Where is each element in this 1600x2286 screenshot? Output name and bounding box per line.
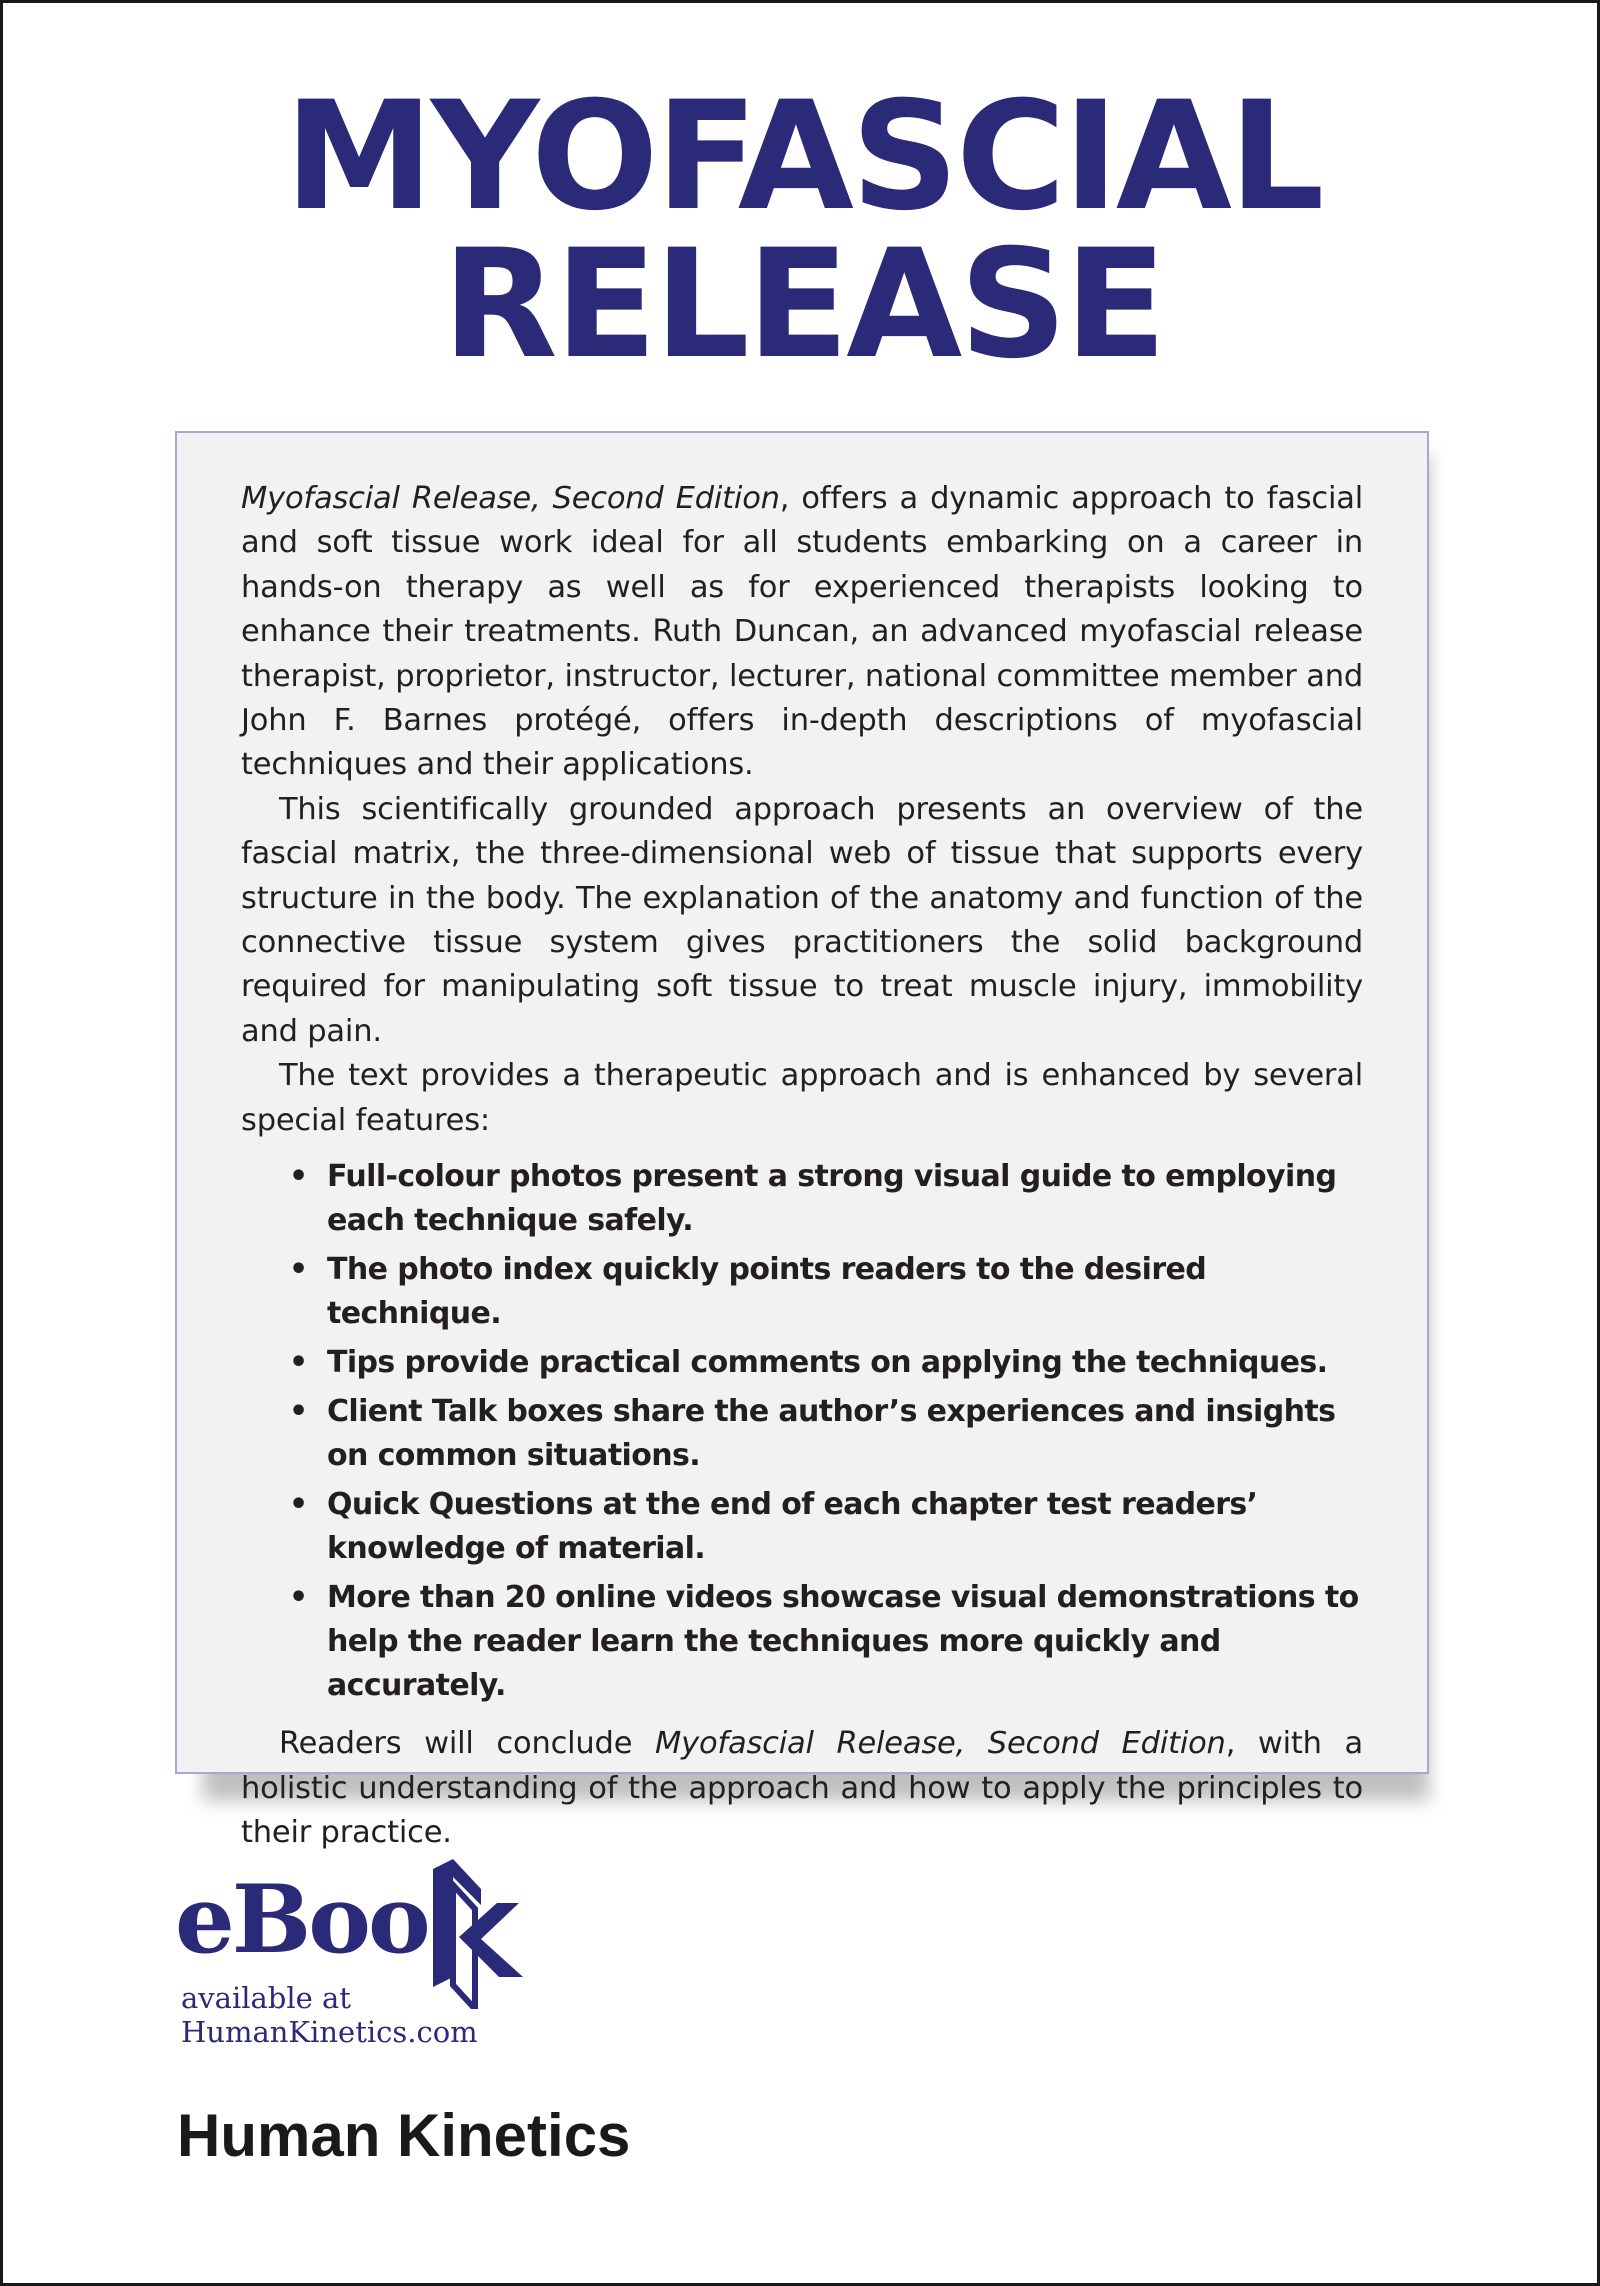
conclusion-paragraph — [241, 1722, 1363, 1855]
conclusion-text-before: Readers will conclude — [279, 1726, 655, 1762]
feature-text: Full-colour photos present a strong visual guide to employing each technique safely. — [327, 1159, 1337, 1239]
feature-item — [289, 1390, 1363, 1478]
book-title — [3, 70, 1600, 392]
feature-text: Client Talk boxes share the author’s experiences and insights on common situations. — [327, 1394, 1336, 1474]
feature-item — [289, 1248, 1363, 1336]
intro-text: , offers a dynamic approach to fascial and soft tissue work ideal for all students embarking on a career in hands-on therapy as well as for experienced therapists looking to enhance their treatments. Ruth Duncan, an advanced myofascial release therapist, proprietor, instructor, lecturer, national committee member and John F. Barnes protégé, offers in-depth descriptions of myofascial techniques and their applications. — [241, 481, 1363, 783]
bullet-icon: • — [289, 1580, 308, 1616]
book-title-italic: Myofascial Release, Second Edition — [655, 1726, 1226, 1762]
intro-paragraph — [241, 477, 1363, 788]
title-line-1: MYOFASCIAL — [284, 70, 1322, 244]
feature-item — [289, 1155, 1363, 1243]
features-intro-paragraph: The text provides a therapeutic approach and is enhanced by several special features: — [241, 1058, 1363, 1138]
bullet-icon: • — [289, 1487, 308, 1523]
bullet-icon: • — [289, 1394, 308, 1430]
feature-text: More than 20 online videos showcase visual demonstrations to help the reader learn the techniques more quickly and accurately. — [327, 1580, 1359, 1704]
ebook-wordmark: eBoo — [175, 1865, 428, 1975]
title-line-2: RELEASE — [442, 218, 1164, 392]
feature-item — [289, 1483, 1363, 1571]
bullet-icon: • — [289, 1345, 308, 1381]
ebook-available-label: available at — [181, 1981, 351, 2015]
features-list — [241, 1155, 1363, 1708]
ebook-site-link[interactable]: HumanKinetics.com — [181, 2015, 478, 2049]
publisher-name: Human Kinetics — [177, 2102, 631, 2169]
feature-text: Tips provide practical comments on applying the techniques. — [327, 1345, 1328, 1381]
ebook-logo — [175, 1865, 535, 2055]
feature-item — [289, 1341, 1363, 1385]
ebook-availability — [181, 1981, 478, 2049]
conclusion-text-after: , with a holistic understanding of the approach and how to apply the principles to their practice. — [241, 1726, 1364, 1850]
description-panel — [175, 431, 1429, 1850]
feature-item — [289, 1576, 1363, 1708]
bullet-icon: • — [289, 1252, 308, 1288]
bullet-icon: • — [289, 1159, 308, 1195]
overview-paragraph: This scientifically grounded approach presents an overview of the fascial matrix, the three-dimensional web of tissue that supports every structure in the body. The explanation of the anatomy and function of the connective tissue system gives practitioners the solid background required for manipulating soft tissue to treat muscle injury, immobility and pain. — [241, 791, 1363, 1049]
feature-text: The photo index quickly points readers to the desired technique. — [327, 1252, 1207, 1332]
feature-text: Quick Questions at the end of each chapter test readers’ knowledge of material. — [327, 1487, 1258, 1567]
book-title-italic: Myofascial Release, Second Edition — [241, 481, 780, 516]
